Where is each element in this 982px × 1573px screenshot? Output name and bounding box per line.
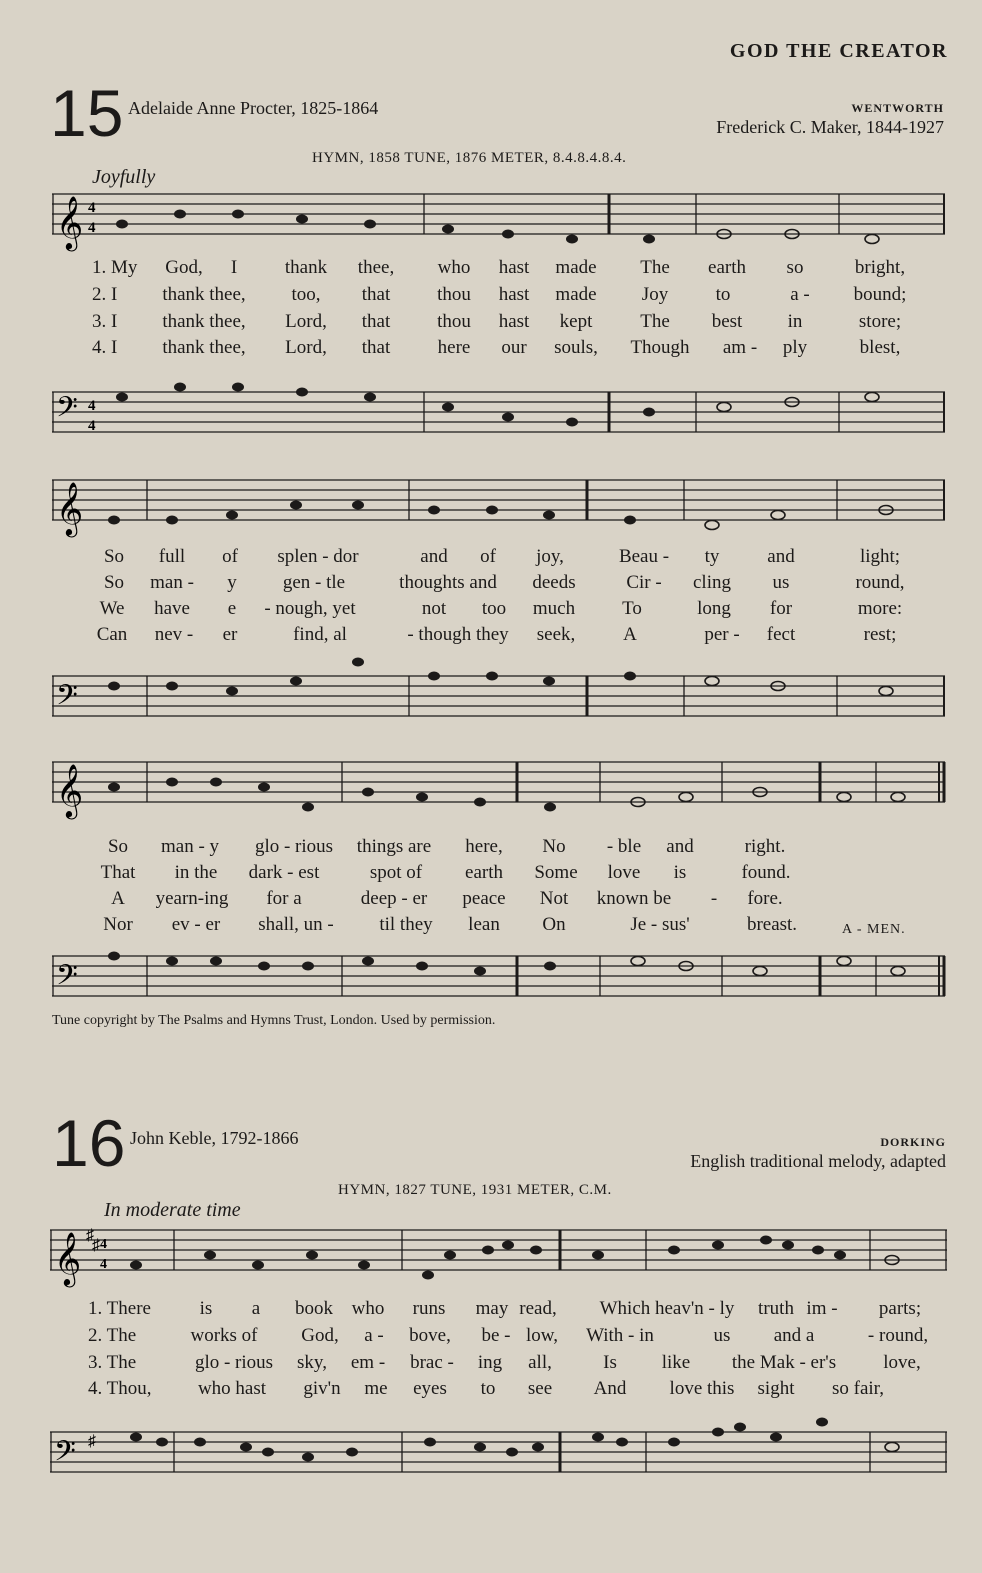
- lyric: Lord,: [285, 311, 327, 332]
- svg-text:4: 4: [100, 1237, 107, 1252]
- lyric: - nough, yet: [264, 598, 356, 619]
- lyric: works of: [190, 1325, 258, 1346]
- lyric: have: [154, 598, 190, 619]
- lyric: of: [222, 546, 238, 567]
- hymn-15-tempo: Joyfully: [92, 166, 156, 188]
- hymn-15-number: 15: [50, 76, 124, 150]
- lyric: find, al: [293, 624, 347, 645]
- lyric: That: [100, 862, 136, 883]
- hymn-15-author: Adelaide Anne Procter, 1825-1864: [128, 98, 379, 118]
- hymn-16-s1-verse-3: [0, 1352, 982, 1378]
- lyric: giv'n: [303, 1378, 341, 1399]
- lyric: Is: [603, 1352, 617, 1373]
- lyric: souls,: [554, 337, 598, 358]
- lyric: earth: [708, 257, 746, 278]
- lyric: Which heav'n - ly: [599, 1298, 735, 1319]
- lyric: And: [593, 1378, 627, 1399]
- lyric: To: [622, 598, 642, 619]
- lyric: nev -: [154, 624, 194, 645]
- lyric: A: [111, 888, 125, 909]
- lyric: is: [673, 862, 687, 883]
- lyric: thank thee,: [162, 337, 246, 358]
- lyric: us: [713, 1325, 731, 1346]
- lyric: seek,: [536, 624, 576, 645]
- hymn-15-s1-verse-1: [0, 257, 982, 283]
- lyric: yearn-ing: [155, 888, 229, 909]
- lyric: earth: [465, 862, 503, 883]
- lyric: a -: [364, 1325, 384, 1346]
- lyric: and a: [773, 1325, 815, 1346]
- hymn-16-lyrics-system-1: [0, 1298, 982, 1408]
- lyric: ing: [477, 1352, 503, 1373]
- lyric: cling: [693, 572, 731, 593]
- hymn-15-s1-verse-2: [0, 284, 982, 310]
- hymn-15-tune-name: WENTWORTH: [851, 101, 944, 115]
- lyric: love: [607, 862, 641, 883]
- lyric: lean: [468, 914, 500, 935]
- lyric: ev - er: [171, 914, 221, 935]
- lyric: bove,: [409, 1325, 451, 1346]
- lyric: here: [437, 337, 471, 358]
- hymn-15-treble-staff-3: [52, 758, 947, 818]
- svg-text:♯: ♯: [88, 1433, 96, 1450]
- hymn-15-treble-staff-2: [52, 476, 947, 536]
- svg-text:4: 4: [88, 200, 96, 216]
- svg-text:𝄞: 𝄞: [54, 1231, 82, 1285]
- lyric: Lord,: [285, 337, 327, 358]
- hymn-15-s3-verse-4: [0, 914, 982, 940]
- svg-text:♯: ♯: [92, 1237, 100, 1254]
- lyric: us: [772, 572, 790, 593]
- lyric: thank thee,: [162, 284, 246, 305]
- lyric: ty: [704, 546, 720, 567]
- lyric: known be: [596, 888, 672, 909]
- svg-text:4: 4: [88, 398, 96, 414]
- lyric: rest;: [863, 624, 897, 645]
- hymn-16-number: 16: [52, 1106, 126, 1180]
- lyric: long: [697, 598, 731, 619]
- lyric: joy,: [536, 546, 564, 567]
- lyric: our: [501, 337, 527, 358]
- lyric: per -: [704, 624, 740, 645]
- lyric: of: [480, 546, 496, 567]
- lyric: thank: [284, 257, 328, 278]
- lyric: in the: [174, 862, 218, 883]
- lyric: 1. There: [88, 1298, 151, 1319]
- svg-text:𝄢: 𝄢: [56, 679, 78, 719]
- hymn-15-s3-verse-2: [0, 862, 982, 888]
- hymn-15-s3-verse-3: [0, 888, 982, 914]
- lyric: With - in: [586, 1325, 654, 1346]
- lyric: I: [230, 257, 238, 278]
- lyric: - ble: [606, 836, 642, 857]
- lyric: Je - sus': [630, 914, 690, 935]
- lyric: Joy: [641, 284, 669, 305]
- hymn-15-dates: HYMN, 1858 TUNE, 1876 METER, 8.4.8.4.8.4.: [312, 150, 627, 166]
- lyric: 2. The: [88, 1325, 137, 1346]
- lyric: found.: [741, 862, 791, 883]
- lyric: much: [532, 598, 576, 619]
- lyric: thou: [437, 311, 471, 332]
- lyric: be -: [481, 1325, 511, 1346]
- svg-text:𝄞: 𝄞: [56, 481, 84, 535]
- hymn-15-composer: Frederick C. Maker, 1844-1927: [716, 117, 944, 137]
- hymn-16-author: John Keble, 1792-1866: [130, 1128, 299, 1148]
- lyric: God,: [301, 1325, 339, 1346]
- lyric: truth: [758, 1298, 794, 1319]
- lyric: who: [351, 1298, 385, 1319]
- svg-text:♯: ♯: [86, 1227, 94, 1244]
- lyric: fore.: [747, 888, 783, 909]
- lyric: parts;: [878, 1298, 922, 1319]
- lyric: who hast: [197, 1378, 267, 1399]
- lyric: God,: [165, 257, 203, 278]
- lyric: runs: [412, 1298, 446, 1319]
- hymn-15-s2-verse-1: [0, 546, 982, 572]
- lyric: -: [710, 888, 718, 909]
- lyric: dark - est: [248, 862, 320, 883]
- lyric: right.: [744, 836, 786, 857]
- lyric: breast.: [746, 914, 798, 935]
- hymn-15-lyrics-system-2: [0, 546, 982, 656]
- hymn-15-s1-verse-3: [0, 311, 982, 337]
- lyric: eyes: [413, 1378, 447, 1399]
- svg-text:𝄞: 𝄞: [56, 763, 84, 817]
- lyric: er: [222, 624, 238, 645]
- lyric: 4. Thou,: [88, 1378, 152, 1399]
- lyric: sight: [757, 1378, 795, 1399]
- lyric: The: [640, 311, 670, 332]
- lyric: Not: [539, 888, 569, 909]
- hymn-15-s1-verse-4: [0, 337, 982, 363]
- lyric: The: [640, 257, 670, 278]
- lyric: bright,: [854, 257, 906, 278]
- lyric: so: [786, 257, 804, 278]
- lyric: in: [787, 311, 803, 332]
- hymn-16-s1-verse-2: [0, 1325, 982, 1351]
- lyric: So: [103, 546, 125, 567]
- svg-text:𝄢: 𝄢: [56, 959, 78, 999]
- lyric: A: [623, 624, 637, 645]
- lyric: light;: [859, 546, 901, 567]
- lyric: deep - er: [360, 888, 428, 909]
- lyric: and: [420, 546, 448, 567]
- lyric: So: [107, 836, 129, 857]
- lyric: - though they: [407, 624, 509, 645]
- lyric: Some: [534, 862, 578, 883]
- lyric: splen - dor: [277, 546, 359, 567]
- lyric: glo - rious: [194, 1352, 274, 1373]
- svg-text:4: 4: [100, 1257, 107, 1272]
- lyric: ply: [782, 337, 808, 358]
- lyric: and: [767, 546, 795, 567]
- lyric: made: [555, 284, 597, 305]
- lyric: made: [555, 257, 597, 278]
- lyric: thou: [437, 284, 471, 305]
- lyric: more:: [857, 598, 903, 619]
- lyric: not: [421, 598, 447, 619]
- lyric: - round,: [867, 1325, 929, 1346]
- lyric: the Mak - er's: [731, 1352, 837, 1373]
- lyric: to: [480, 1378, 496, 1399]
- lyric: 1. My: [92, 257, 138, 278]
- lyric: sky,: [297, 1352, 327, 1373]
- lyric: that: [361, 311, 391, 332]
- hymn-15-s2-verse-2: [0, 572, 982, 598]
- lyric: all,: [528, 1352, 552, 1373]
- lyric: brac -: [410, 1352, 454, 1373]
- hymn-16-composer: English traditional melody, adapted: [690, 1151, 946, 1171]
- lyric: fect: [766, 624, 796, 645]
- hymn-15-bass-staff-3: [52, 948, 947, 1008]
- lyric: thank thee,: [162, 311, 246, 332]
- hymn-16-treble-staff-1: [50, 1226, 948, 1286]
- lyric: may: [475, 1298, 509, 1319]
- lyric: blest,: [859, 337, 901, 358]
- lyric: too,: [291, 284, 321, 305]
- lyric: So: [103, 572, 125, 593]
- lyric: here,: [465, 836, 503, 857]
- svg-text:𝄞: 𝄞: [56, 195, 84, 249]
- lyric: thoughts and: [399, 572, 497, 593]
- lyric: bound;: [853, 284, 907, 305]
- lyric: me: [364, 1378, 388, 1399]
- hymn-15-lyrics-system-1: [0, 257, 982, 367]
- copyright-note: Tune copyright by The Psalms and Hymns Trust, London. Used by permission.: [52, 1013, 496, 1028]
- lyric: No: [542, 836, 566, 857]
- lyric: who: [437, 257, 471, 278]
- lyric: spot of: [369, 862, 423, 883]
- lyric: to: [715, 284, 731, 305]
- lyric: deeds: [532, 572, 576, 593]
- lyric: for a: [266, 888, 302, 909]
- lyric: love,: [883, 1352, 921, 1373]
- lyric: full: [158, 546, 186, 567]
- lyric: is: [199, 1298, 213, 1319]
- lyric: that: [361, 284, 391, 305]
- lyric: 4. I: [92, 337, 118, 358]
- hymn-16-s1-verse-1: [0, 1298, 982, 1324]
- hymn-15-s3-verse-1: [0, 836, 982, 862]
- lyric: see: [527, 1378, 553, 1399]
- hymn-16-tune-name: DORKING: [880, 1135, 946, 1149]
- lyric: store;: [858, 311, 902, 332]
- lyric: man - y: [160, 836, 220, 857]
- lyric: like: [661, 1352, 691, 1373]
- lyric: Can: [96, 624, 128, 645]
- lyric: and: [666, 836, 694, 857]
- lyric: 3. The: [88, 1352, 137, 1373]
- svg-text:𝄢: 𝄢: [56, 391, 78, 431]
- lyric: man -: [150, 572, 194, 593]
- lyric: Cir -: [626, 572, 662, 593]
- hymn-16-bass-staff-1: [50, 1424, 948, 1484]
- lyric: gen - tle: [282, 572, 346, 593]
- lyric: things are: [356, 836, 432, 857]
- hymn-15-s2-verse-4: [0, 624, 982, 650]
- lyric: love this: [669, 1378, 735, 1399]
- lyric: We: [99, 598, 125, 619]
- lyric: glo - rious: [254, 836, 334, 857]
- lyric: hast: [498, 284, 530, 305]
- lyric: Nor: [103, 914, 133, 935]
- lyric: so fair,: [832, 1378, 884, 1399]
- lyric: best: [711, 311, 743, 332]
- hymn-15-treble-staff-1: [52, 190, 947, 250]
- lyric: em -: [350, 1352, 386, 1373]
- hymn-16-s1-verse-4: [0, 1378, 982, 1404]
- lyric: too: [481, 598, 507, 619]
- lyric: im -: [806, 1298, 838, 1319]
- lyric: low,: [525, 1325, 559, 1346]
- lyric: a -: [790, 284, 810, 305]
- section-title: GOD THE CREATOR: [729, 40, 948, 62]
- hymn-16-dates: HYMN, 1827 TUNE, 1931 METER, C.M.: [338, 1182, 612, 1198]
- hymn-15-lyrics-system-3: [0, 836, 982, 946]
- lyric: On: [542, 914, 566, 935]
- lyric: thee,: [357, 257, 395, 278]
- lyric: hast: [498, 257, 530, 278]
- hymn-15-bass-staff-2: [52, 668, 947, 728]
- lyric: round,: [855, 572, 905, 593]
- lyric: e: [227, 598, 237, 619]
- lyric: til they: [379, 914, 433, 935]
- lyric: peace: [462, 888, 506, 909]
- lyric: am -: [722, 337, 758, 358]
- lyric: y: [227, 572, 237, 593]
- lyric: 3. I: [92, 311, 118, 332]
- lyric: kept: [559, 311, 593, 332]
- hymn-15-s2-verse-3: [0, 598, 982, 624]
- svg-text:4: 4: [88, 220, 96, 236]
- hymn-16-tempo: In moderate time: [104, 1199, 241, 1221]
- hymn-15-amen: A - MEN.: [842, 922, 906, 937]
- lyric: shall, un -: [258, 914, 334, 935]
- lyric: a: [251, 1298, 261, 1319]
- lyric: for: [769, 598, 793, 619]
- svg-text:4: 4: [88, 418, 96, 434]
- lyric: Beau -: [618, 546, 670, 567]
- lyric: book: [295, 1298, 333, 1319]
- svg-text:𝄢: 𝄢: [54, 1435, 76, 1475]
- lyric: Though: [630, 337, 690, 358]
- lyric: that: [361, 337, 391, 358]
- hymn-15-bass-staff-1: [52, 384, 947, 444]
- lyric: read,: [519, 1298, 557, 1319]
- lyric: hast: [498, 311, 530, 332]
- lyric: 2. I: [92, 284, 118, 305]
